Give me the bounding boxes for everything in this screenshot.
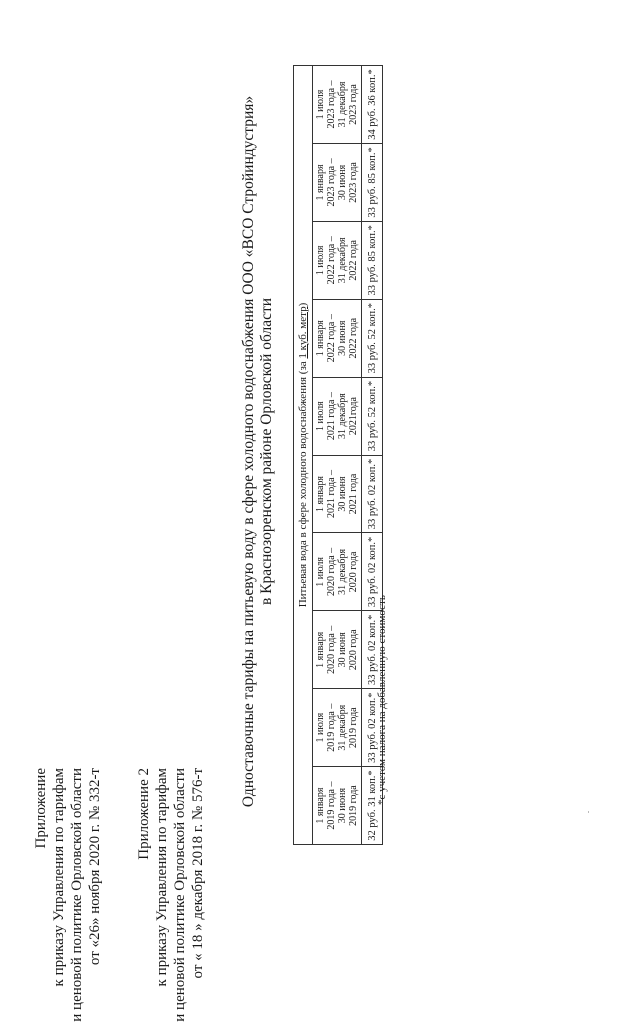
period-line: 2023 года – [326, 158, 337, 207]
table-period-cell [313, 66, 362, 144]
period-line: 2019 года [348, 707, 359, 748]
period-line: 2021 года [348, 473, 359, 515]
tariff-table [293, 65, 383, 845]
category-unit: 1 куб. метр [296, 306, 309, 359]
period-line: 2021 года – [326, 469, 337, 519]
table-value-cell: 33 руб. 02 коп.* [362, 689, 383, 767]
appendix-1-line: к приказу Управления по тарифам [51, 768, 67, 987]
period-line: 1 января [315, 475, 326, 513]
period-line: 1 июля [315, 245, 326, 276]
footnote: *с учетом налога на добавленную стоимость [376, 595, 388, 805]
document-title-line: в Краснозоренском районе Орловской области [258, 297, 275, 606]
margin-mark [588, 811, 589, 813]
table-period-row [313, 66, 362, 845]
appendix-2-header [135, 768, 207, 1022]
period-line: 2023 года [348, 162, 359, 203]
appendix-1-header [32, 768, 104, 1022]
table-value-cell: 33 руб. 52 коп.* [362, 377, 383, 455]
period-line: 1 июля [315, 89, 326, 120]
table-period-cell [313, 455, 362, 533]
appendix-1-line: от «26» ноября 2020 г. № 332-т [87, 768, 103, 966]
period-line: 30 июня [337, 476, 348, 512]
period-line: 2022 года – [326, 236, 337, 285]
table-period-cell [313, 143, 362, 221]
document-title-line: Одноставочные тарифы на питьевую воду в сфере холодного водоснабжения ООО «ВСО Стройиндустрия» [240, 95, 257, 808]
period-line: 31 декабря [337, 237, 348, 284]
table-value-cell: 33 руб. 02 коп.* [362, 611, 383, 689]
period-line: 1 июля [315, 401, 326, 431]
category-suffix: ) [296, 302, 309, 307]
table-value-cell: 33 руб. 02 коп.* [362, 455, 383, 533]
table-category-row [294, 66, 313, 845]
table-value-cell: 34 руб. 36 коп.* [362, 66, 383, 144]
period-line: 2021года [348, 397, 359, 436]
period-line: 1 января [315, 631, 326, 668]
period-line: 30 июня [337, 320, 348, 356]
table-value-cell: 33 руб. 85 коп.* [362, 221, 383, 299]
appendix-1-line: и ценовой политике Орловской области [69, 768, 85, 1022]
period-line: 2021 года – [326, 392, 337, 441]
period-line: 2020 года [348, 551, 359, 593]
period-line: 30 июня [337, 632, 348, 668]
period-line: 30 июня [337, 787, 348, 824]
period-line: 31 декабря [337, 704, 348, 751]
period-line: 1 июля [315, 557, 326, 587]
category-prefix: Питьевая вода в сфере холодного водоснабжения (за [296, 358, 309, 608]
document-title [240, 0, 276, 903]
table-value-cell: 32 руб. 31 коп.* [362, 767, 383, 845]
table-value-cell: 33 руб. 85 коп.* [362, 143, 383, 221]
period-line: 2022 года [348, 317, 359, 359]
table-value-cell: 33 руб. 02 коп.* [362, 533, 383, 611]
appendix-2-line: Приложение 2 [136, 768, 152, 860]
appendix-1-line: Приложение [33, 768, 49, 849]
table-period-cell [313, 299, 362, 377]
period-line: 1 января [315, 787, 326, 824]
table-period-cell [313, 611, 362, 689]
period-line: 2020 года – [326, 625, 337, 674]
period-line: 31 декабря [337, 548, 348, 595]
period-line: 2020 года – [326, 547, 337, 596]
period-line: 2020 года [348, 629, 359, 671]
period-line: 2019 года [348, 785, 359, 826]
period-line: 2022 года – [326, 314, 337, 363]
table-period-cell [313, 533, 362, 611]
table-value-cell: 33 руб. 52 коп.* [362, 299, 383, 377]
period-line: 31 декабря [337, 393, 348, 440]
period-line: 2019 года – [326, 781, 337, 830]
period-line: 1 июля [315, 712, 326, 743]
period-line: 2023 года – [326, 80, 337, 129]
period-line: 2019 года – [326, 703, 337, 752]
period-line: 2022 года [348, 240, 359, 281]
table-category-header [294, 66, 313, 845]
table-period-cell [313, 767, 362, 845]
period-line: 2023 года [348, 84, 359, 125]
period-line: 31 декабря [337, 81, 348, 128]
period-line: 1 января [315, 164, 326, 201]
period-line: 1 января [315, 320, 326, 357]
table-period-cell [313, 377, 362, 455]
appendix-2-line: от « 18 » декабря 2018 г. № 576-т [190, 768, 206, 979]
appendix-2-line: к приказу Управления по тарифам [154, 768, 170, 987]
table-period-cell [313, 221, 362, 299]
appendix-2-line: и ценовой политике Орловской области [172, 768, 188, 1022]
table-period-cell [313, 689, 362, 767]
period-line: 30 июня [337, 164, 348, 201]
